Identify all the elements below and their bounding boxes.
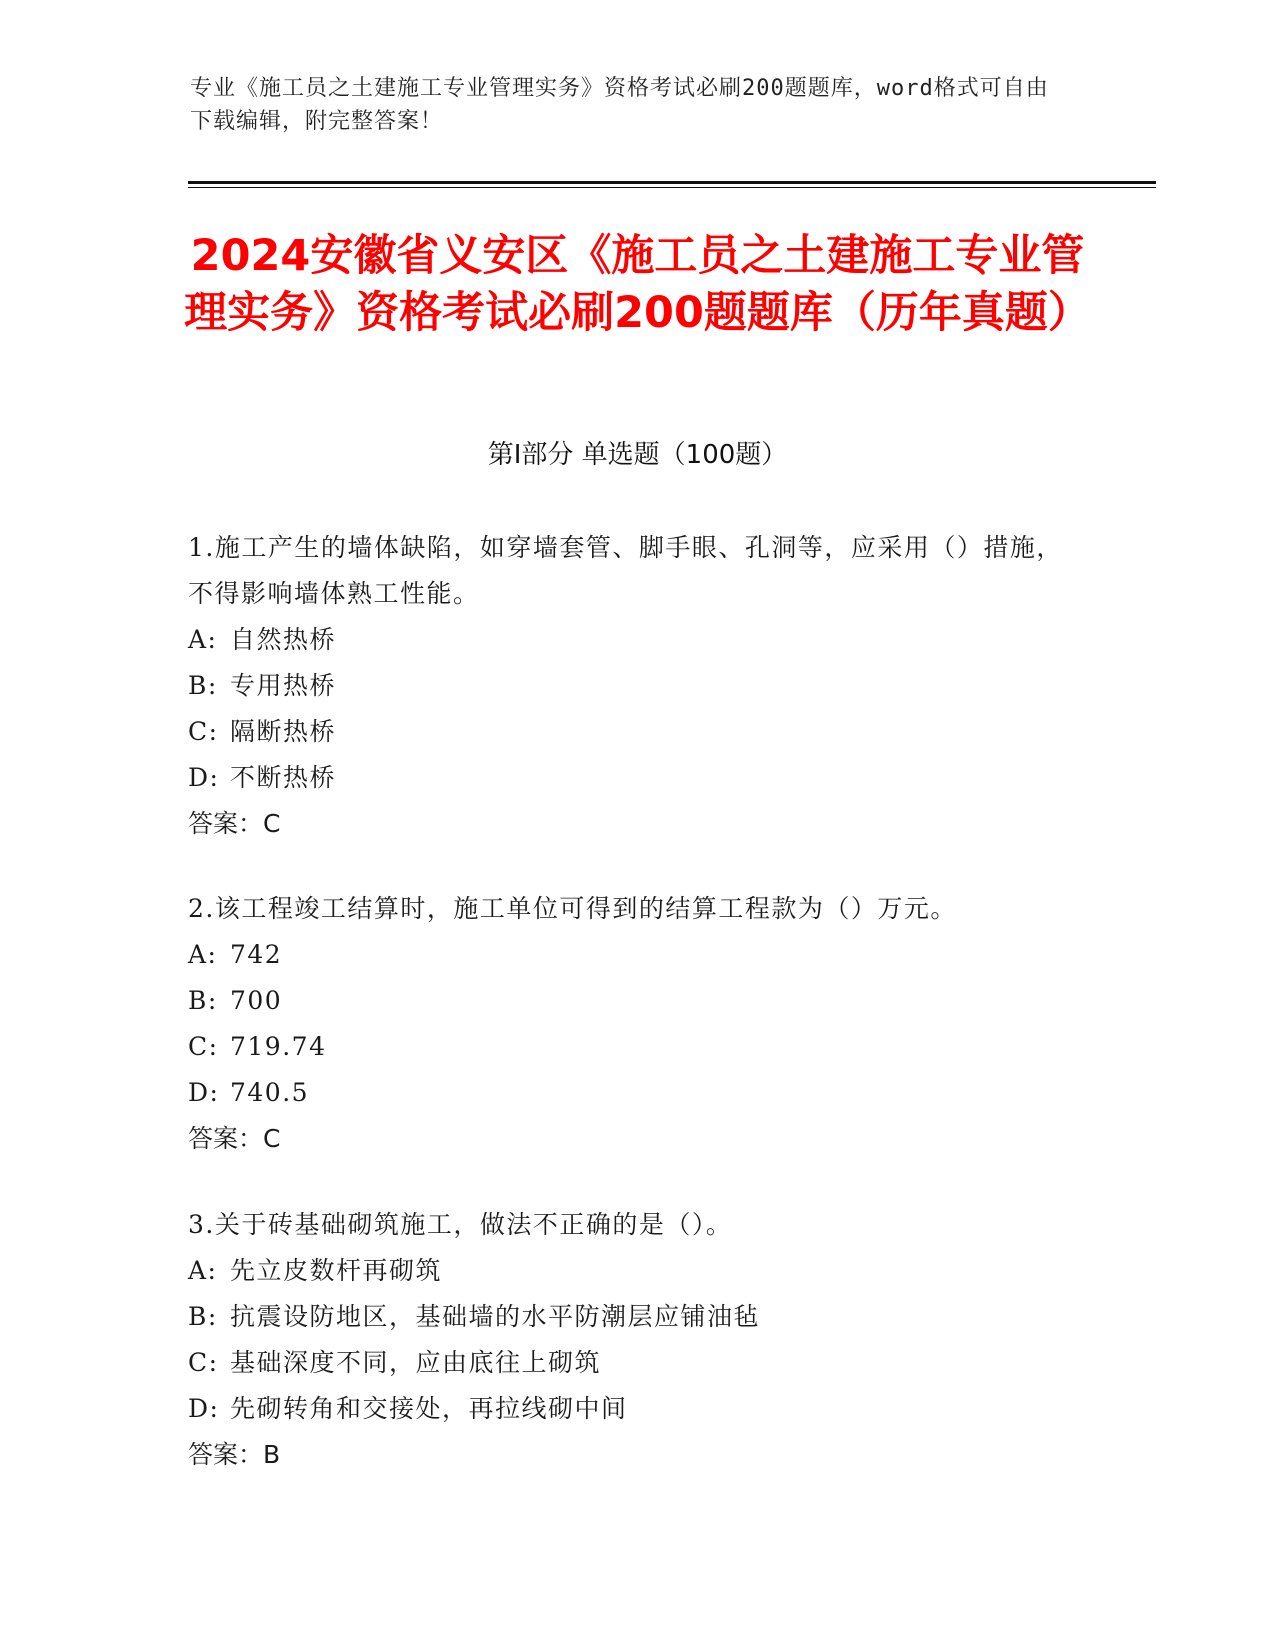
question-option bbox=[188, 1248, 1068, 1294]
option-text: 700 bbox=[230, 986, 283, 1015]
option-letter: C: bbox=[188, 1032, 219, 1061]
question-block bbox=[188, 1202, 1068, 1478]
option-text: 719.74 bbox=[230, 1032, 327, 1061]
question-option bbox=[188, 709, 1068, 755]
option-text: 专用热桥 bbox=[230, 671, 337, 700]
option-text: 基础深度不同，应由底往上砌筑 bbox=[230, 1348, 602, 1377]
option-letter: A: bbox=[188, 1256, 218, 1285]
header-divider-thin bbox=[188, 187, 1156, 188]
option-text: 740.5 bbox=[230, 1078, 310, 1107]
option-letter: B: bbox=[188, 671, 218, 700]
section-title: 第I部分 单选题（100题） bbox=[487, 440, 788, 470]
option-text: 不断热桥 bbox=[230, 763, 337, 792]
question-block bbox=[188, 886, 1068, 1162]
option-letter: D: bbox=[188, 1078, 220, 1107]
question-answer: 答案：C bbox=[188, 1124, 281, 1153]
question-option bbox=[188, 755, 1068, 801]
option-letter: D: bbox=[188, 1394, 220, 1423]
header-note: 专业《施工员之土建施工专业管理实务》资格考试必刷200题题库，word格式可自由下载编辑，附完整答案！ bbox=[190, 76, 1049, 134]
option-letter: B: bbox=[188, 1302, 218, 1331]
question-option bbox=[188, 663, 1068, 709]
question-option bbox=[188, 978, 1068, 1024]
question-answer: 答案：C bbox=[188, 809, 281, 838]
option-text: 自然热桥 bbox=[230, 625, 337, 654]
question-answer: 答案：B bbox=[188, 1440, 281, 1469]
question-option bbox=[188, 1024, 1068, 1070]
option-text: 隔断热桥 bbox=[230, 717, 337, 746]
option-letter: A: bbox=[188, 625, 218, 654]
question-option bbox=[188, 932, 1068, 978]
option-text: 742 bbox=[230, 940, 283, 969]
option-text: 先立皮数杆再砌筑 bbox=[230, 1256, 443, 1285]
option-letter: B: bbox=[188, 986, 218, 1015]
question-block bbox=[188, 525, 1068, 847]
question-option bbox=[188, 1294, 1068, 1340]
option-letter: C: bbox=[188, 1348, 219, 1377]
option-letter: C: bbox=[188, 717, 219, 746]
option-letter: A: bbox=[188, 940, 218, 969]
question-option bbox=[188, 1340, 1068, 1386]
question-stem: 3.关于砖基础砌筑施工，做法不正确的是（）。 bbox=[188, 1210, 733, 1239]
header-divider-thick bbox=[188, 181, 1156, 184]
question-option bbox=[188, 617, 1068, 663]
option-letter: D: bbox=[188, 763, 220, 792]
option-text: 先砌转角和交接处，再拉线砌中间 bbox=[230, 1394, 628, 1423]
question-option bbox=[188, 1386, 1068, 1432]
document-title: 2024安徽省义安区《施工员之土建施工专业管理实务》资格考试必刷200题题库（历年真题） bbox=[184, 231, 1091, 338]
question-stem: 1.施工产生的墙体缺陷，如穿墙套管、脚手眼、孔洞等，应采用（）措施，不得影响墙体熟工性能。 bbox=[188, 533, 1063, 608]
question-option bbox=[188, 1070, 1068, 1116]
option-text: 抗震设防地区，基础墙的水平防潮层应铺油毡 bbox=[230, 1302, 761, 1331]
question-stem: 2.该工程竣工结算时，施工单位可得到的结算工程款为（）万元。 bbox=[188, 894, 957, 923]
